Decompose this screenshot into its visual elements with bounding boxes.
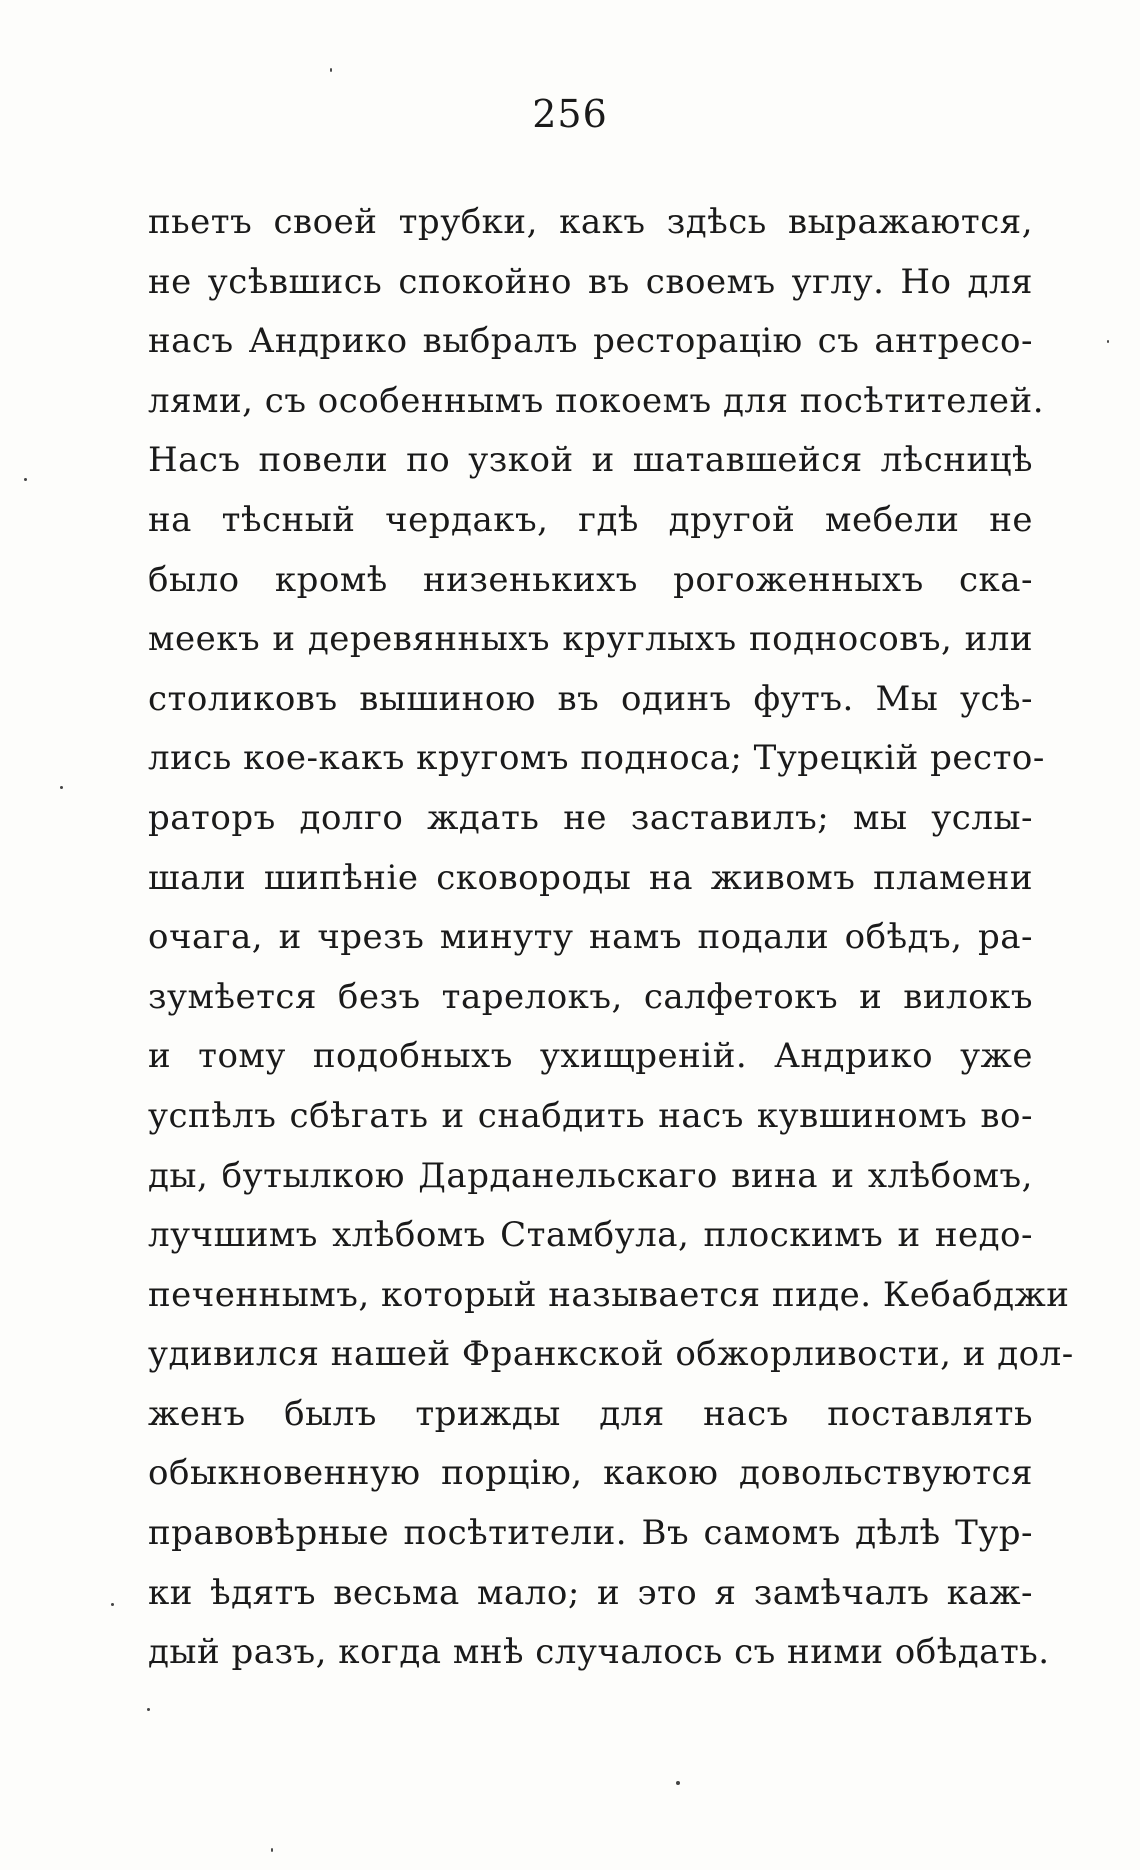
- text-line: столиковъ вышиною въ одинъ футъ. Мы усѣ-: [148, 678, 1033, 719]
- text-line: пьетъ своей трубки, какъ здѣсь выражаются,: [148, 202, 1033, 242]
- speck: [330, 68, 332, 72]
- text-line: женъ былъ трижды для насъ поставлять: [148, 1393, 1033, 1434]
- speck: [60, 786, 63, 789]
- speck: [1107, 340, 1109, 343]
- text-line: раторъ долго ждать не заставилъ; мы услы-: [148, 797, 1033, 838]
- speck: [271, 1848, 273, 1852]
- text-line: лями, съ особеннымъ покоемъ для посѣтителей.: [148, 380, 1045, 421]
- text-line: удивился нашей Франкской обжорливости, и дол-: [148, 1334, 1074, 1375]
- text-line: и тому подобныхъ ухищреній. Андрико уже: [148, 1036, 1033, 1077]
- text-line: меекъ и деревянныхъ круглыхъ подносовъ, или: [148, 619, 1033, 660]
- speck: [111, 1603, 114, 1606]
- body-text: [148, 193, 1074, 1683]
- text-line: не усѣвшись спокойно въ своемъ углу. Но для: [148, 261, 1033, 302]
- text-line: насъ Андрико выбралъ ресторацію съ антресо-: [148, 321, 1033, 362]
- text-line: лись кое-какъ кругомъ подноса; Турецкій ресто-: [148, 738, 1045, 779]
- text-line: было кромѣ низенькихъ рогоженныхъ ска-: [148, 559, 1033, 600]
- speck: [676, 1781, 680, 1785]
- text-line: очага, и чрезъ минуту намъ подали обѣдъ, ра-: [148, 917, 1033, 958]
- speck: [147, 1708, 150, 1711]
- text-line: печеннымъ, который называется пиде. Кебабджи: [148, 1274, 1070, 1315]
- text-line: на тѣсный чердакъ, гдѣ другой мебели не: [148, 499, 1033, 540]
- text-line: Насъ повели по узкой и шатавшейся лѣсницѣ: [148, 440, 1033, 481]
- page-number: 256: [532, 92, 608, 136]
- text-line: ды, бутылкою Дарданельскаго вина и хлѣбомъ,: [148, 1155, 1033, 1196]
- text-line: ки ѣдятъ весьма мало; и это я замѣчалъ каж-: [148, 1572, 1033, 1613]
- text-line: зумѣется безъ тарелокъ, салфетокъ и вилокъ: [148, 976, 1033, 1017]
- text-line: успѣлъ сбѣгать и снабдить насъ кувшиномъ во-: [148, 1095, 1033, 1136]
- text-line: обыкновенную порцію, какою довольствуются: [148, 1453, 1033, 1494]
- speck: [24, 478, 27, 481]
- text-line: правовѣрные посѣтители. Въ самомъ дѣлѣ Тур-: [148, 1513, 1033, 1554]
- text-line: лучшимъ хлѣбомъ Стамбула, плоскимъ и недо-: [148, 1215, 1033, 1256]
- text-line: шали шипѣніе сковороды на живомъ пламени: [148, 857, 1033, 898]
- text-line: дый разъ, когда мнѣ случалось съ ними обѣдать.: [148, 1632, 1050, 1673]
